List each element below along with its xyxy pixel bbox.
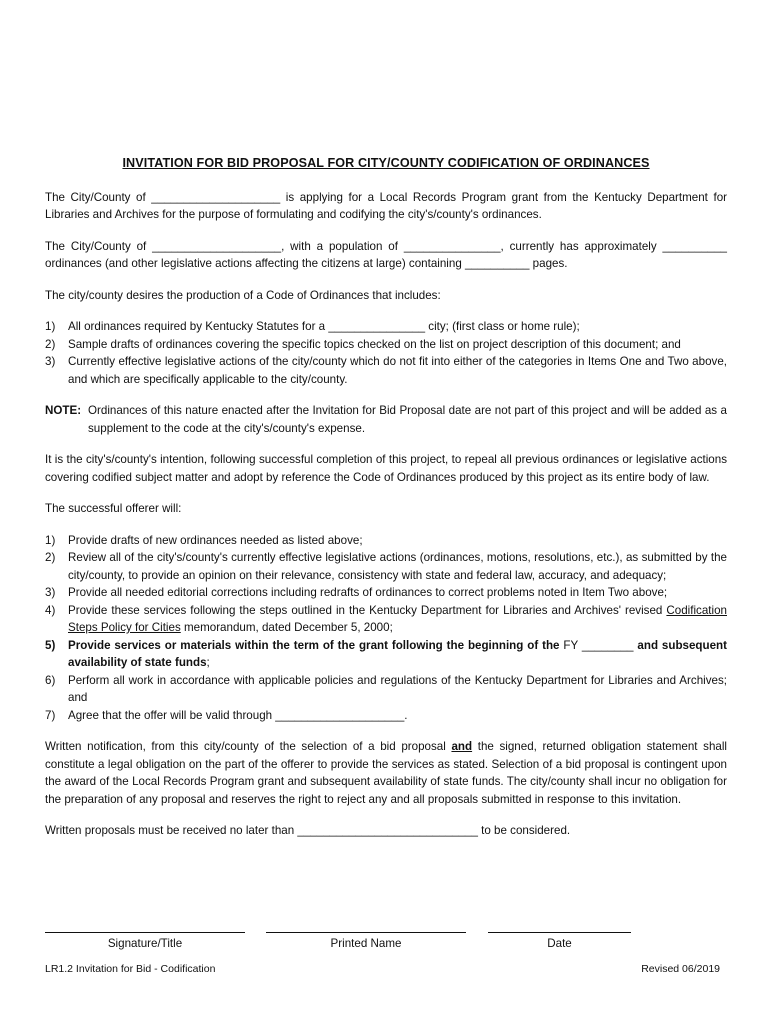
and-emphasis: and	[451, 740, 473, 753]
intro-paragraph: The City/County of ____________________ is applying for a Local Records Program grant from the Kentucky Department for Libraries and Archives for the purpose of formulating and codifying the city's/county's ordinances.	[45, 190, 727, 221]
policy-reference: Codification Steps Policy for Cities	[68, 603, 727, 634]
list-item: 2) Sample drafts of ordinances covering the specific topics checked on the list on project description of this document; and	[45, 337, 681, 351]
list-item: 1) All ordinances required by Kentucky Statutes for a _______________ city; (first class or home rule);	[45, 320, 580, 333]
population-paragraph: The City/County of ____________________, with a population of _______________, currently has approximately __________ ordinances (and other legislative actions affecting the citizens at large) containing __________ pages.	[45, 239, 727, 270]
list-item: 2) Review all of the city's/county's currently effective legislative actions (ordinances, motions, resolutions, etc.), as submitted by the city/county, to provide an opinion on their relevance, consistency with state and federal law, accuracy, and adequacy;	[45, 551, 727, 582]
signature-caption: Signature/Title	[107, 937, 183, 950]
list-item: 7) Agree that the offer will be valid through ____________________.	[45, 708, 408, 722]
desires-paragraph: The city/county desires the production of a Code of Ordinances that includes:	[45, 288, 441, 302]
note-label: NOTE:	[45, 404, 82, 417]
footer-revision: Revised 06/2019	[641, 963, 720, 975]
signature-field[interactable]	[45, 932, 245, 950]
list-item: 6) Perform all work in accordance with applicable policies and regulations of the Kentucky Department for Libraries and Archives; and	[45, 673, 727, 704]
list-item: 3) Currently effective legislative actions of the city/county which do not fit into either of the categories in Items One and Two above, and which are specifically applicable to the city/county.	[45, 355, 727, 386]
date-field[interactable]	[488, 932, 631, 950]
document-body	[45, 155, 727, 854]
code-contents-list	[45, 318, 727, 388]
offerer-duties-list	[45, 532, 727, 725]
intention-paragraph: It is the city's/county's intention, following successful completion of this project, to repeal all previous ordinances or legislative actions covering codified subject matter and adopt by reference the Code of Ordinances produced by this project as its entire body of law.	[45, 453, 727, 484]
signature-block	[45, 932, 645, 962]
deadline-paragraph: Written proposals must be received no later than ____________________________ to be considered.	[45, 824, 571, 837]
note-block	[45, 402, 727, 437]
offerer-intro: The successful offerer will:	[45, 502, 182, 515]
list-item: 3) Provide all needed editorial corrections including redrafts of ordinances to correct problems noted in Item Two above;	[45, 586, 668, 599]
list-item: 4) Provide these services following the steps outlined in the Kentucky Department for Libraries and Archives' revised Codification Steps Policy for Cities memorandum, dated December 5, 2000;	[45, 603, 727, 634]
document-title: INVITATION FOR BID PROPOSAL FOR CITY/COUNTY CODIFICATION OF ORDINANCES	[122, 156, 650, 170]
printed-name-field[interactable]	[266, 932, 466, 950]
list-item: 5) Provide services or materials within the term of the grant following the beginning of the FY ________ and subsequent availability of state funds;	[45, 638, 727, 669]
list-item: 1) Provide drafts of new ordinances needed as listed above;	[45, 533, 363, 547]
printed-name-caption: Printed Name	[330, 937, 402, 950]
notification-paragraph: Written notification, from this city/county of the selection of a bid proposal and the signed, returned obligation statement shall constitute a legal obligation on the part of the offerer to provide the services as stated. Selection of a bid proposal is contingent upon the award of the Local Records Program grant and subsequent availability of state funds. The city/county shall incur no obligation for the preparation of any proposal and reserves the right to reject any and all proposals submitted in response to this invitation.	[45, 740, 727, 806]
date-caption: Date	[547, 937, 572, 950]
footer-form-id: LR1.2 Invitation for Bid - Codification	[45, 963, 216, 975]
note-text: Ordinances of this nature enacted after the Invitation for Bid Proposal date are not part of this project and will be added as a supplement to the code at the city's/county's expense.	[88, 404, 727, 435]
